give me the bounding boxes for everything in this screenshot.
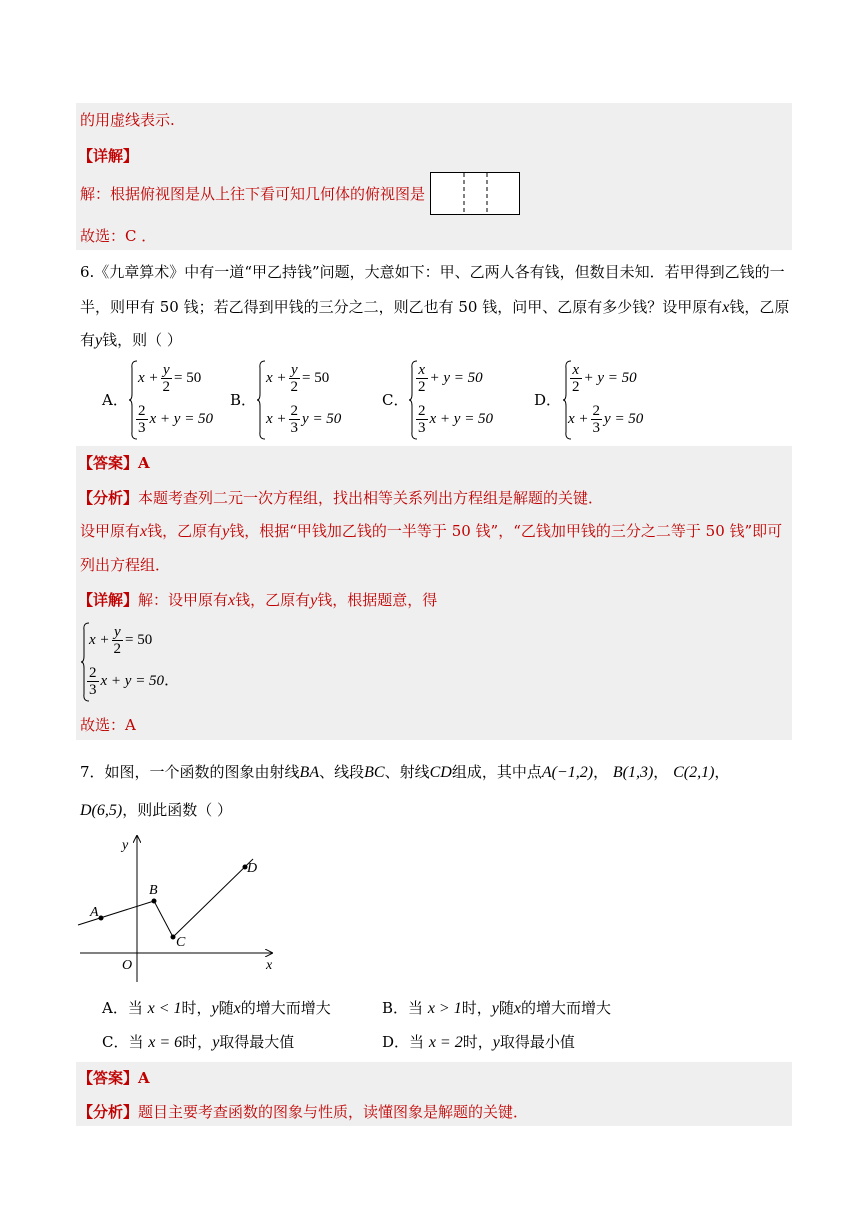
analysis-line3: 列出方程组． bbox=[80, 556, 171, 574]
option-b-label: B． bbox=[230, 391, 257, 409]
q7-option-c: C．当 x = 6时，y取得最大值 bbox=[102, 1033, 295, 1051]
option-d-label: D． bbox=[534, 391, 562, 409]
point-a bbox=[99, 916, 104, 921]
question-6-line2: 半，则甲有 50 钱；若乙得到甲钱的三分之二，则乙也有 50 钱，问甲、乙原有多少钱？设甲原有x钱，乙原 bbox=[80, 298, 790, 316]
detail-tag: 【详解】 bbox=[78, 147, 139, 165]
option-a-eq2: $\frac{2}{3}$ x + y = 50 bbox=[138, 403, 214, 436]
answer-line: 故选：C ． bbox=[80, 227, 157, 245]
answer-tag: 【答案】A bbox=[78, 1069, 150, 1087]
question-7-line1: 7．如图，一个函数的图象由射线BA、线段BC、射线CD组成，其中点A(−1,2)， B(1,3)， C(2,1)， bbox=[80, 763, 730, 781]
q7-option-d: D．当 x = 2时，y取得最小值 bbox=[382, 1033, 575, 1051]
top-view-figure bbox=[430, 172, 521, 216]
solution-eq2: $\frac{2}{3}$ x + y = 50． bbox=[89, 665, 180, 698]
x-axis-label: x bbox=[266, 958, 273, 973]
option-c-label: C． bbox=[382, 391, 409, 409]
choose-line: 故选：A bbox=[80, 716, 136, 734]
question-7-line2: D(6,5)，则此函数（ ） bbox=[80, 801, 232, 819]
analysis-line: 【分析】本题考查列二元一次方程组，找出相等关系列出方程组是解题的关键． bbox=[78, 489, 604, 507]
option-d-eq1: $\frac{x}{2}$ + y = 50 bbox=[572, 362, 637, 395]
ray-cd bbox=[173, 859, 253, 937]
point-c bbox=[171, 935, 176, 940]
q7-option-a: A．当 x < 1时，y随x的增大而增大 bbox=[102, 999, 331, 1017]
option-b-eq1: x + $\frac{y}{2}$ = 50 bbox=[266, 362, 330, 395]
detail-line: 【详解】解：设甲原有x钱，乙原有y钱，根据题意，得 bbox=[78, 591, 438, 609]
solve-line: 解：根据俯视图是从上往下看可知几何体的俯视图是 bbox=[80, 185, 426, 203]
y-axis-label: y bbox=[122, 838, 129, 853]
analysis-line: 【分析】题目主要考查函数的图象与性质，读懂图象是解题的关键． bbox=[78, 1103, 529, 1121]
answer-tag: 【答案】A bbox=[78, 454, 150, 472]
point-b-label: B bbox=[149, 883, 158, 898]
solution-eq1: x + $\frac{y}{2}$ = 50 bbox=[89, 624, 153, 657]
option-d-eq2: x + $\frac{2}{3}$ y = 50 bbox=[568, 403, 644, 436]
question-6-line3: 有y钱，则（ ） bbox=[80, 331, 182, 349]
option-a-eq1: x + $\frac{y}{2}$ = 50 bbox=[138, 362, 202, 395]
function-graph bbox=[76, 832, 286, 982]
q7-option-b: B．当 x > 1时，y随x的增大而增大 bbox=[382, 999, 611, 1017]
option-a-label: A． bbox=[102, 391, 128, 409]
text-line: 的用虚线表示. bbox=[80, 111, 175, 129]
point-c-label: C bbox=[176, 935, 186, 950]
option-b-eq2: x + $\frac{2}{3}$ y = 50 bbox=[266, 403, 342, 436]
segment-bc bbox=[154, 901, 173, 937]
brace-icon bbox=[256, 360, 266, 440]
point-a-label: A bbox=[90, 905, 99, 920]
option-c-eq2: $\frac{2}{3}$ x + y = 50 bbox=[418, 403, 494, 436]
question-6-line1: 6.《九章算术》中有一道“甲乙持钱”问题，大意如下：甲、乙两人各有钱，但数目未知．若甲得到乙钱的一 bbox=[80, 263, 785, 281]
point-b bbox=[152, 899, 157, 904]
origin-label: O bbox=[122, 958, 133, 973]
option-c-eq1: $\frac{x}{2}$ + y = 50 bbox=[418, 362, 483, 395]
analysis-line2: 设甲原有x钱，乙原有y钱，根据“甲钱加乙钱的一半等于 50 钱”，“乙钱加甲钱的三分之二等于 50 钱”即可 bbox=[80, 522, 783, 540]
point-d-label: D bbox=[247, 861, 258, 876]
